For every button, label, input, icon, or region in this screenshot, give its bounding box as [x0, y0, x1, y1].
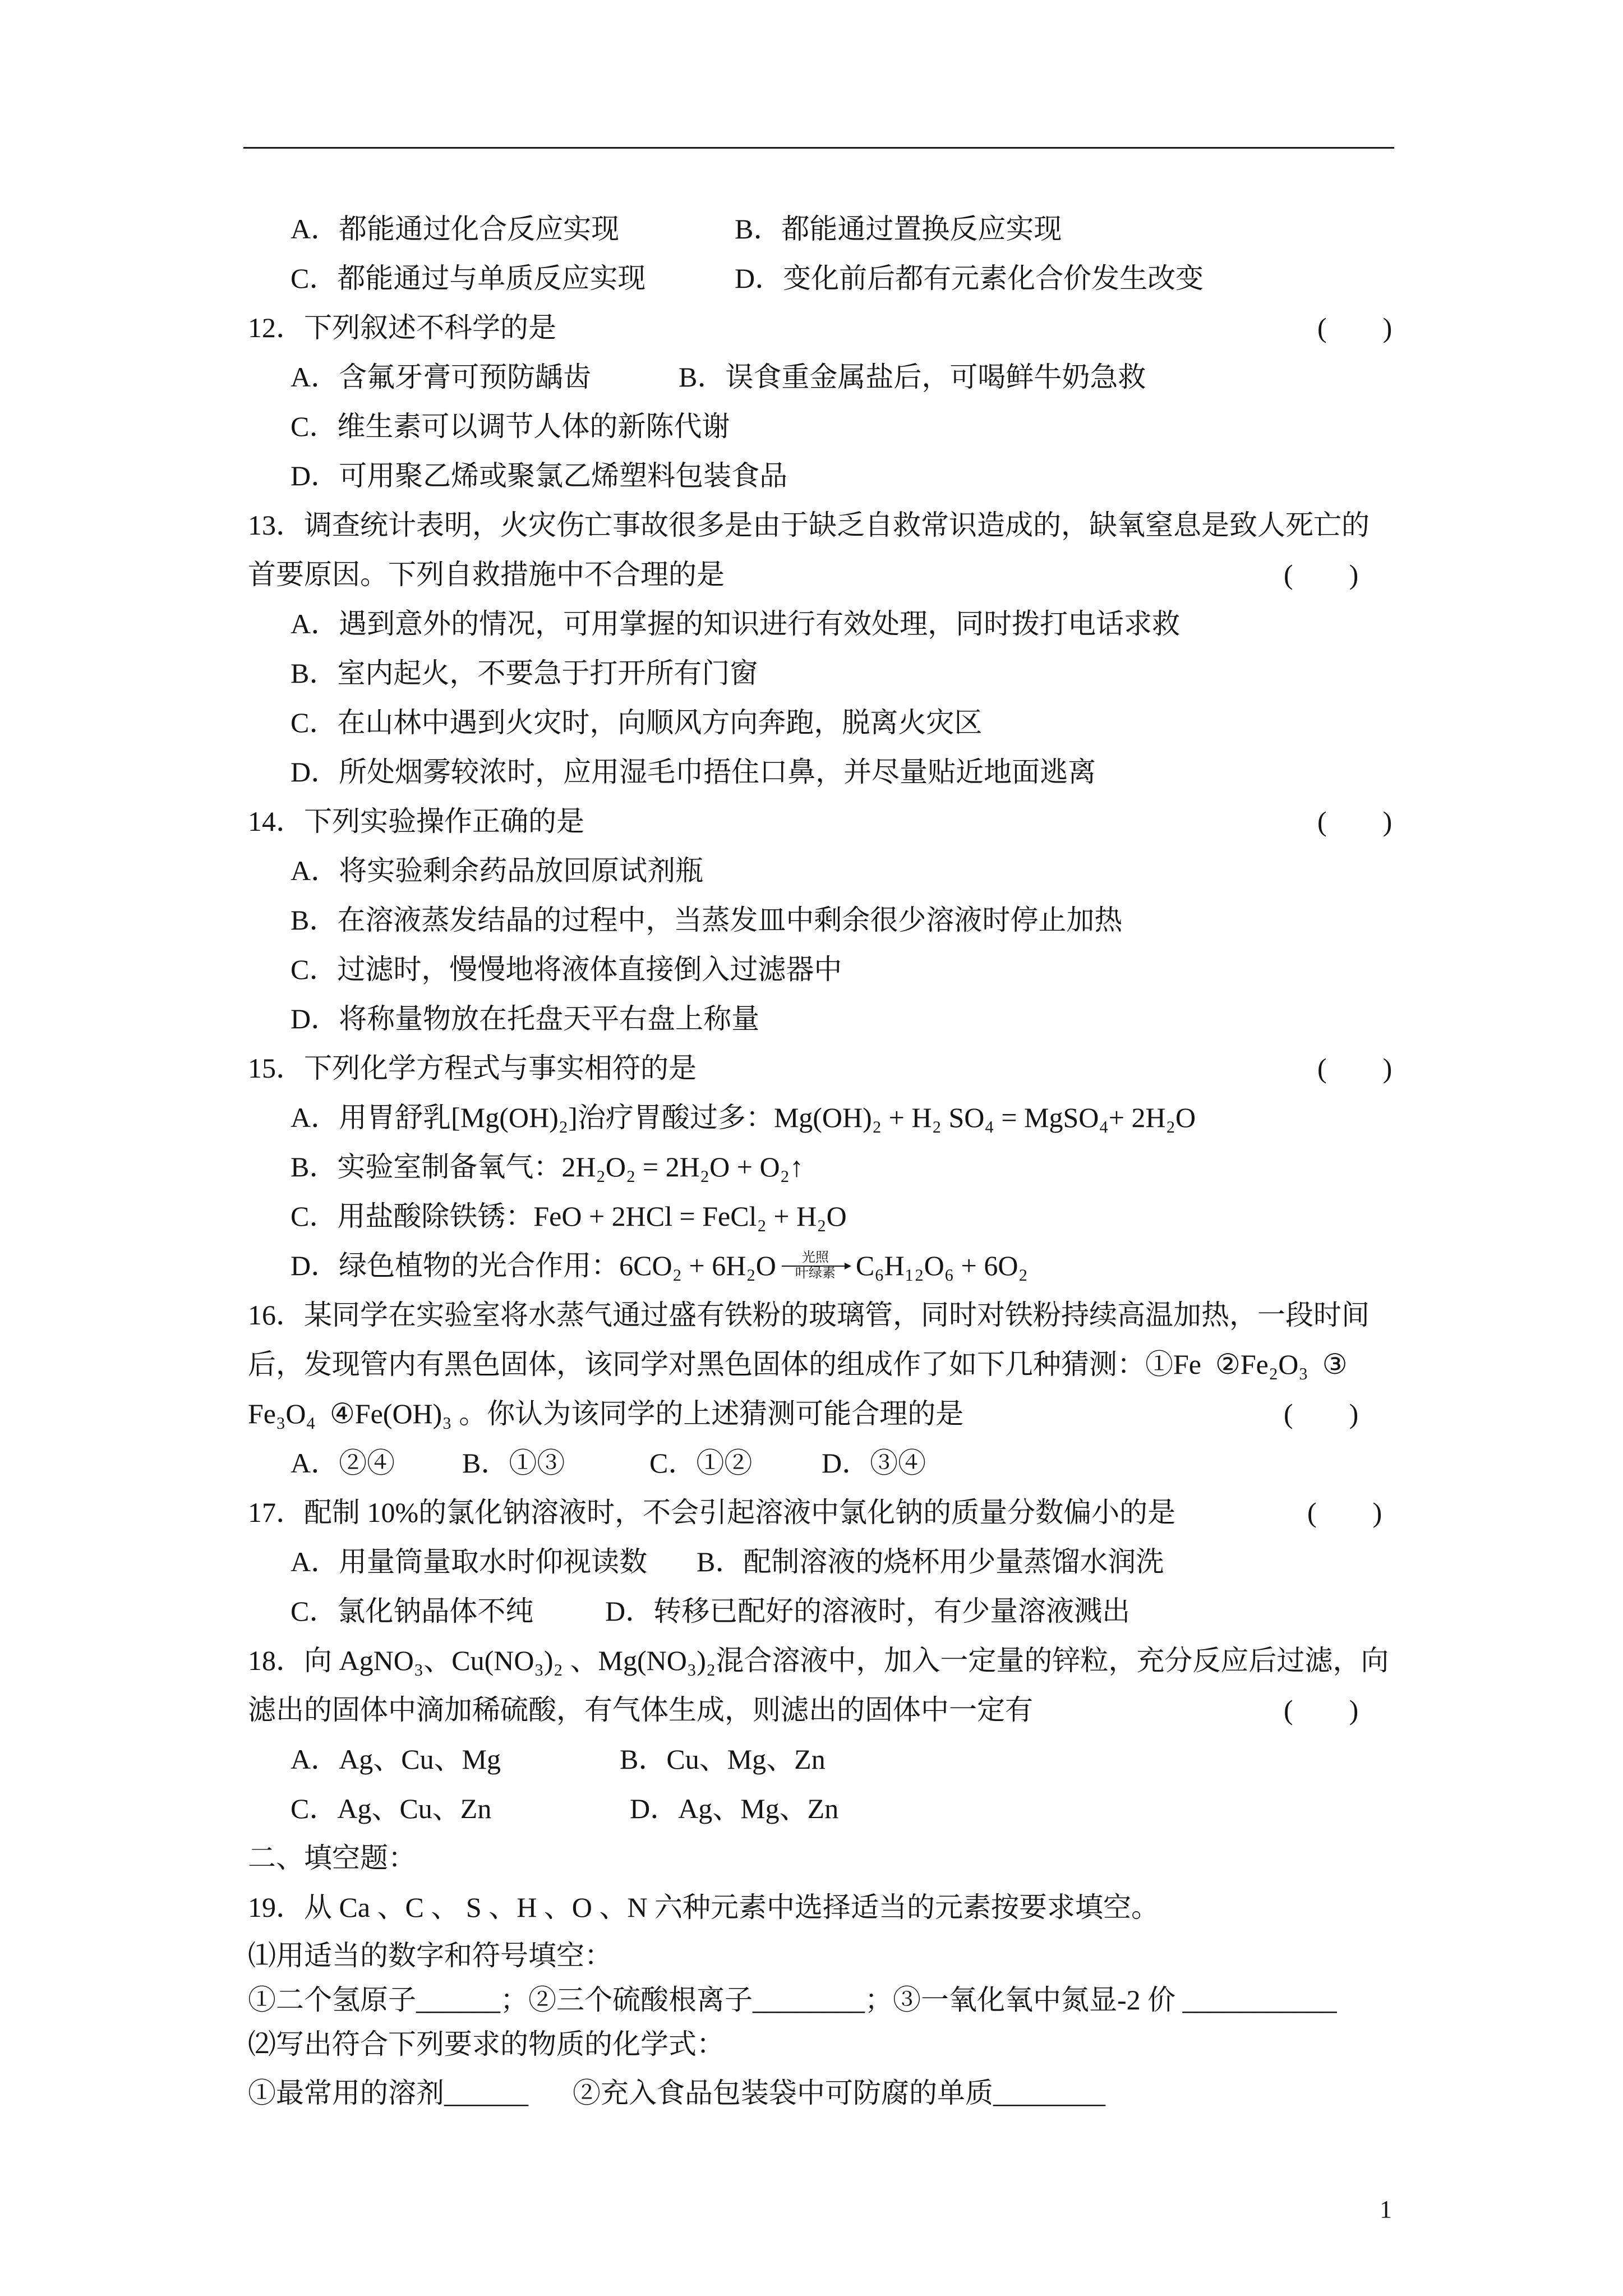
q16-option-b: B．①③: [462, 1447, 565, 1479]
q13-option-b: B．室内起火，不要急于打开所有门窗: [291, 657, 758, 689]
q12-option-b: B．误食重金属盐后，可喝鲜牛奶急救: [679, 361, 1146, 393]
q16-stem-line-3: Fe₃O₄ ④Fe(OH)₃ 。你认为该同学的上述猜测可能合理的是: [248, 1398, 964, 1429]
q19-part2-title: ⑵写出符合下列要求的物质的化学式：: [248, 2028, 725, 2060]
q13-answer-bracket: ( ): [1284, 559, 1359, 590]
q14-stem: 14．下列实验操作正确的是: [248, 806, 584, 837]
q15-option-a: A．用胃舒乳[Mg(OH)₂]治疗胃酸过多：Mg(OH)₂ + H₂ SO₄ = MgSO₄+ 2H₂O: [291, 1102, 1196, 1133]
q19-stem: 19．从 Ca 、C 、 S 、H 、O 、N 六种元素中选择适当的元素按要求填空。: [248, 1892, 1160, 1923]
condition-light-label: 光照: [801, 1250, 829, 1265]
q14-option-b: B．在溶液蒸发结晶的过程中，当蒸发皿中剩余很少溶液时停止加热: [291, 904, 1123, 936]
q16-option-d: D．③④: [822, 1447, 926, 1479]
q11-option-c: C．都能通过与单质反应实现: [291, 263, 646, 294]
q19-part1-item-1: ①二个氢原子: [248, 1984, 416, 2016]
q16-answer-bracket: ( ): [1284, 1398, 1359, 1429]
q16-option-c: C．①②: [649, 1447, 753, 1479]
q14-option-c: C．过滤时，慢慢地将液体直接倒入过滤器中: [291, 954, 842, 985]
q15-option-b: B．实验室制备氧气：2H₂O₂ = 2H₂O + O₂↑: [291, 1151, 804, 1182]
q19-part1-title: ⑴用适当的数字和符号填空：: [248, 1940, 612, 1971]
q19-part2-item-2-line: [573, 2076, 1105, 2110]
q12-option-a: A．含氟牙膏可预防龋齿: [291, 361, 592, 393]
answer-blank: ________: [753, 1984, 865, 2016]
q17-option-b: B．配制溶液的烧杯用少量蒸馏水润洗: [697, 1546, 1164, 1577]
answer-blank: ______: [444, 2077, 528, 2109]
q18-option-a: A．Ag、Cu、Mg: [291, 1743, 501, 1775]
q17-option-d: D．转移已配好的溶液时，有少量溶液溅出: [605, 1595, 1131, 1627]
q17-stem: 17．配制 10%的氯化钠溶液时，不会引起溶液中氯化钠的质量分数偏小的是: [248, 1497, 1176, 1528]
q14-option-a: A．将实验剩余药品放回原试剂瓶: [291, 855, 704, 886]
q15-option-c: C．用盐酸除铁锈：FeO + 2HCl = FeCl₂ + H₂O: [291, 1200, 847, 1232]
q11-option-a: A．都能通过化合反应实现: [291, 213, 620, 245]
q17-option-a: A．用量筒量取水时仰视读数: [291, 1546, 648, 1577]
q18-option-c: C．Ag、Cu、Zn: [291, 1793, 492, 1824]
q12-answer-bracket: ( ): [1317, 312, 1393, 343]
q17-option-c: C．氯化钠晶体不纯: [291, 1595, 534, 1627]
q13-stem-line-1: 13．调查统计表明，火灾伤亡事故很多是由于缺乏自救常识造成的，缺氧窒息是致人死亡的: [248, 509, 1370, 541]
q15-option-d-products: C₆H₁₂O₆ + 6O₂: [855, 1250, 1028, 1281]
answer-blank: ______: [416, 1984, 500, 2016]
q18-option-b: B．Cu、Mg、Zn: [620, 1743, 826, 1775]
q15-option-d-reactants: D．绿色植物的光合作用：6CO₂ + 6H₂O: [291, 1250, 776, 1281]
q12-option-d: D．可用聚乙烯或聚氯乙烯塑料包装食品: [291, 460, 788, 491]
answer-blank: ________: [993, 2077, 1105, 2109]
q15-stem: 15．下列化学方程式与事实相符的是: [248, 1052, 697, 1084]
q16-option-a: A．②④: [291, 1447, 395, 1479]
q16-stem-line-1: 16．某同学在实验室将水蒸气通过盛有铁粉的玻璃管，同时对铁粉持续高温加热，一段时间: [248, 1299, 1370, 1331]
q16-stem-line-2: 后，发现管内有黑色固体，该同学对黑色固体的组成作了如下几种猜测：①Fe ②Fe₂O₃ ③: [248, 1349, 1348, 1380]
condition-catalyst-label: 叶绿素: [795, 1266, 836, 1281]
q13-option-d: D．所处烟雾较浓时，应用湿毛巾捂住口鼻，并尽量贴近地面逃离: [291, 756, 1096, 788]
reaction-condition: [780, 1249, 851, 1282]
q12-option-c: C．维生素可以调节人体的新陈代谢: [291, 411, 730, 442]
q19-part2-item-1: ①最常用的溶剂: [248, 2077, 444, 2109]
q14-answer-bracket: ( ): [1317, 806, 1393, 837]
q13-option-c: C．在山林中遇到火灾时，向顺风方向奔跑，脱离火灾区: [291, 707, 983, 738]
q13-stem-line-2: 首要原因。下列自救措施中不合理的是: [248, 559, 725, 590]
q13-option-a: A．遇到意外的情况，可用掌握的知识进行有效处理，同时拨打电话求救: [291, 608, 1181, 639]
page-number: 1: [1380, 2196, 1392, 2223]
q12-stem: 12．下列叙述不科学的是: [248, 312, 556, 343]
q18-option-d: D．Ag、Mg、Zn: [630, 1793, 839, 1824]
q15-answer-bracket: ( ): [1317, 1052, 1393, 1084]
q14-option-d: D．将称量物放在托盘天平右盘上称量: [291, 1003, 760, 1034]
q19-part1-item-2: ；②三个硫酸根离子: [500, 1984, 753, 2016]
q19-part1-item-3: ；③一氧化氧中氮显-2 价: [865, 1984, 1183, 2016]
q19-part1-line: [248, 1983, 1337, 2017]
header-rule: [243, 147, 1394, 149]
q11-option-b: B．都能通过置换反应实现: [735, 213, 1062, 245]
q17-answer-bracket: ( ): [1307, 1497, 1382, 1528]
q11-option-d: D．变化前后都有元素化合价发生改变: [735, 263, 1204, 294]
section-heading: 二、填空题：: [248, 1842, 416, 1874]
q18-stem-line-1: 18．向 AgNO₃、Cu(NO₃)₂ 、Mg(NO₃)₂混合溶液中，加入一定量的锌粒，充分反应后过滤，向: [248, 1645, 1389, 1676]
q15-option-d: [291, 1249, 1028, 1282]
q18-answer-bracket: ( ): [1284, 1694, 1359, 1726]
answer-blank: ___________: [1182, 1984, 1337, 2016]
q18-stem-line-2: 滤出的固体中滴加稀硫酸，有气体生成，则滤出的固体中一定有: [248, 1694, 1033, 1726]
q19-part2-item-2: ②充入食品包装袋中可防腐的单质: [573, 2077, 993, 2109]
q19-part2-item-1-line: [248, 2076, 528, 2110]
